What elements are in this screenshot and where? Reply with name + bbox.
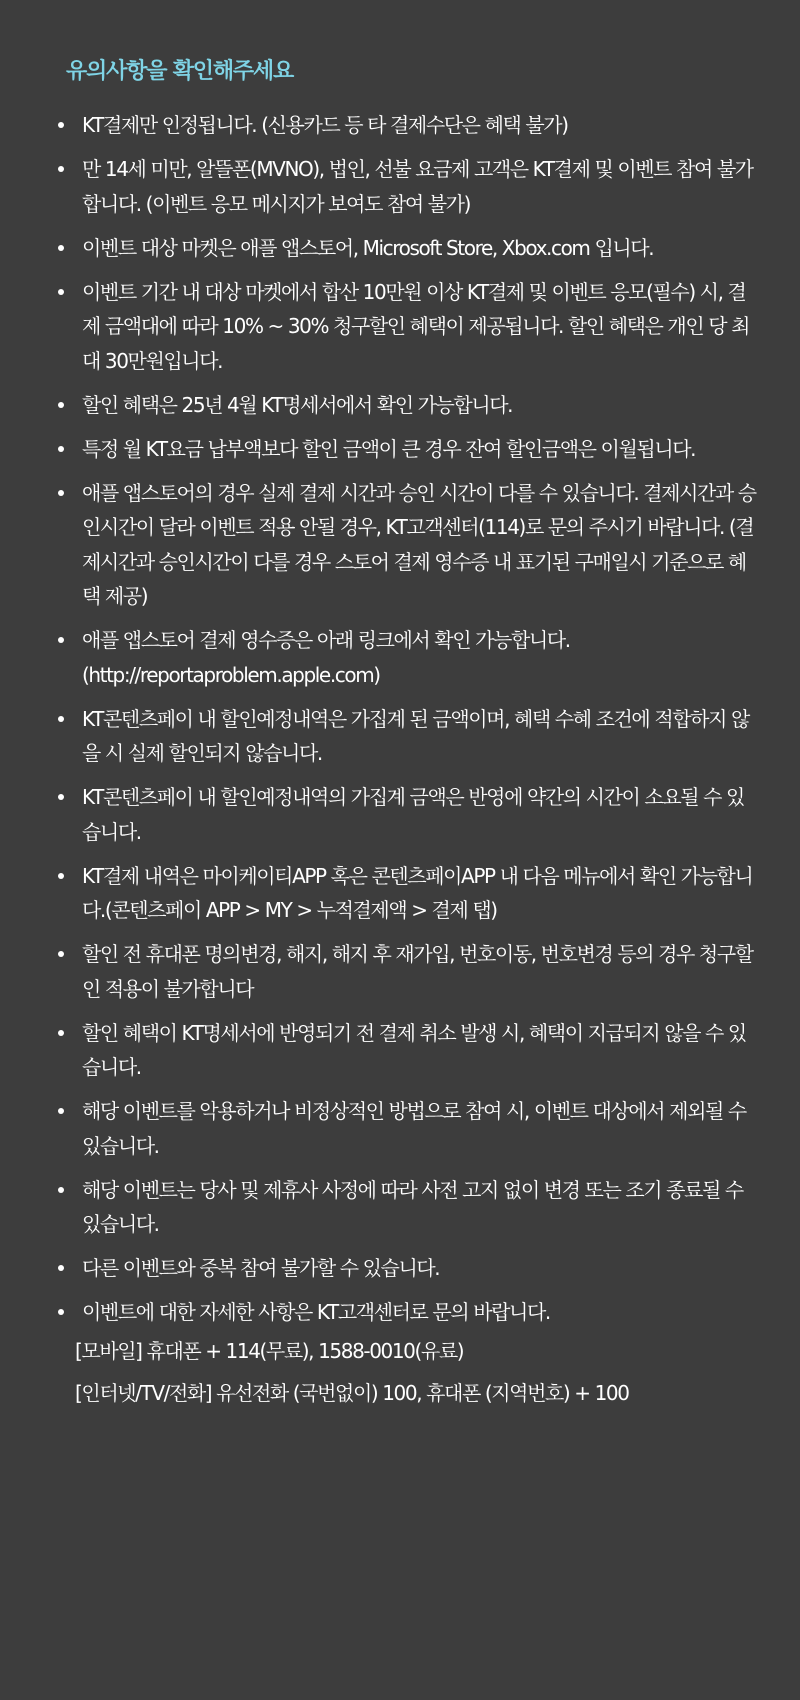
notice-item-text: 만 14세 미만, 알뜰폰(MVNO), 법인, 선불 요금제 고객은 KT결제 및 이벤트 참여 불가합니다. (이벤트 응모 메시지가 보여도 참여 불가) [82, 157, 753, 216]
notice-item [58, 152, 760, 221]
bullet-icon [58, 289, 64, 295]
notice-item [58, 780, 760, 849]
bullet-icon [58, 490, 64, 496]
notice-item-text: 이벤트에 대한 자세한 사항은 KT고객센터로 문의 바랍니다. [82, 1300, 550, 1324]
notice-item [58, 388, 760, 423]
bullet-icon [58, 245, 64, 251]
notice-title: 유의사항을 확인해주세요 [66, 59, 294, 84]
bullet-icon [58, 122, 64, 128]
bullet-icon [58, 446, 64, 452]
notice-item-text: 이벤트 대상 마켓은 애플 앱스토어, Microsoft Store, Xbox.com 입니다. [82, 235, 654, 260]
notice-item-text: 애플 앱스토어 결제 영수증은 아래 링크에서 확인 가능합니다. (http://reportaproblem.apple.com) [82, 628, 570, 687]
notice-item-text: KT결제 내역은 마이케이티APP 혹은 콘텐츠페이APP 내 다음 메뉴에서 확인 가능합니다.(콘텐츠페이 APP > MY > 누적결제액 > 결제 탭) [82, 863, 753, 922]
notice-item [58, 937, 760, 1006]
contact-info [58, 1330, 760, 1414]
notice-item [58, 108, 760, 143]
notice-item [58, 231, 760, 266]
bullet-icon [58, 716, 64, 722]
bullet-icon [58, 873, 64, 879]
notice-item-text: 애플 앱스토어의 경우 실제 결제 시간과 승인 시간이 다를 수 있습니다. 결제시간과 승인시간이 달라 이벤트 적용 안될 경우, KT고객센터(114)로 문의 주시기 바랍니다. (결제시간과 승인시간이 다를 경우 스토어 결제 영수증 내 표기된 구매일시 기준으로 혜택 제공) [82, 480, 756, 608]
bullet-icon [58, 637, 64, 643]
notice-item [58, 1295, 760, 1330]
bullet-icon [58, 1108, 64, 1114]
notice-item-text: 할인 혜택이 KT명세서에 반영되기 전 결제 취소 발생 시, 혜택이 지급되지 않을 수 있습니다. [82, 1020, 746, 1079]
notice-item-text: 해당 이벤트는 당사 및 제휴사 사정에 따라 사전 고지 없이 변경 또는 조기 종료될 수 있습니다. [82, 1177, 743, 1236]
contact-line-internet-tv-phone: [인터넷/TV/전화] 유선전화 (국번없이) 100, 휴대폰 (지역번호) + 100 [75, 1380, 629, 1405]
notice-item [58, 1173, 760, 1242]
bullet-icon [58, 1187, 64, 1193]
notice-item [58, 623, 760, 692]
notice-item [58, 859, 760, 928]
notice-item-text: 할인 전 휴대폰 명의변경, 해지, 해지 후 재가입, 번호이동, 번호변경 등의 경우 청구할인 적용이 불가합니다 [82, 942, 753, 1001]
bullet-icon [58, 1030, 64, 1036]
notice-item-text: 해당 이벤트를 악용하거나 비정상적인 방법으로 참여 시, 이벤트 대상에서 제외될 수 있습니다. [82, 1099, 746, 1158]
notice-item [58, 1251, 760, 1286]
contact-line-mobile: [모바일] 휴대폰 + 114(무료), 1588-0010(유료) [75, 1338, 464, 1363]
bullet-icon [58, 166, 64, 172]
bullet-icon [58, 1265, 64, 1271]
notice-item [58, 1094, 760, 1163]
notice-list [58, 108, 760, 1330]
notice-item-text: 할인 혜택은 25년 4월 KT명세서에서 확인 가능합니다. [82, 392, 513, 417]
bullet-icon [58, 794, 64, 800]
notice-item [58, 432, 760, 467]
notice-item-text: 이벤트 기간 내 대상 마켓에서 합산 10만원 이상 KT결제 및 이벤트 응모(필수) 시, 결제 금액대에 따라 10% ~ 30% 청구할인 혜택이 제공됩니다. 할인 혜택은 개인 당 최대 30만원입니다. [82, 279, 750, 373]
notice-item [58, 275, 760, 379]
notice-item [58, 476, 760, 614]
notice-item [58, 702, 760, 771]
bullet-icon [58, 402, 64, 408]
notice-item-text: KT콘텐츠페이 내 할인예정내역의 가집계 금액은 반영에 약간의 시간이 소요될 수 있습니다. [82, 785, 744, 844]
notice-item-text: 다른 이벤트와 중복 참여 불가할 수 있습니다. [82, 1256, 440, 1280]
bullet-icon [58, 1309, 64, 1315]
notice-item-text: 특정 월 KT요금 납부액보다 할인 금액이 큰 경우 잔여 할인금액은 이월됩니다. [82, 436, 696, 461]
notice-item-text: KT콘텐츠페이 내 할인예정내역은 가집계 된 금액이며, 혜택 수혜 조건에 적합하지 않을 시 실제 할인되지 않습니다. [82, 706, 749, 765]
notice-item [58, 1016, 760, 1085]
bullet-icon [58, 951, 64, 957]
notice-item-text: KT결제만 인정됩니다. (신용카드 등 타 결제수단은 혜택 불가) [82, 113, 568, 137]
